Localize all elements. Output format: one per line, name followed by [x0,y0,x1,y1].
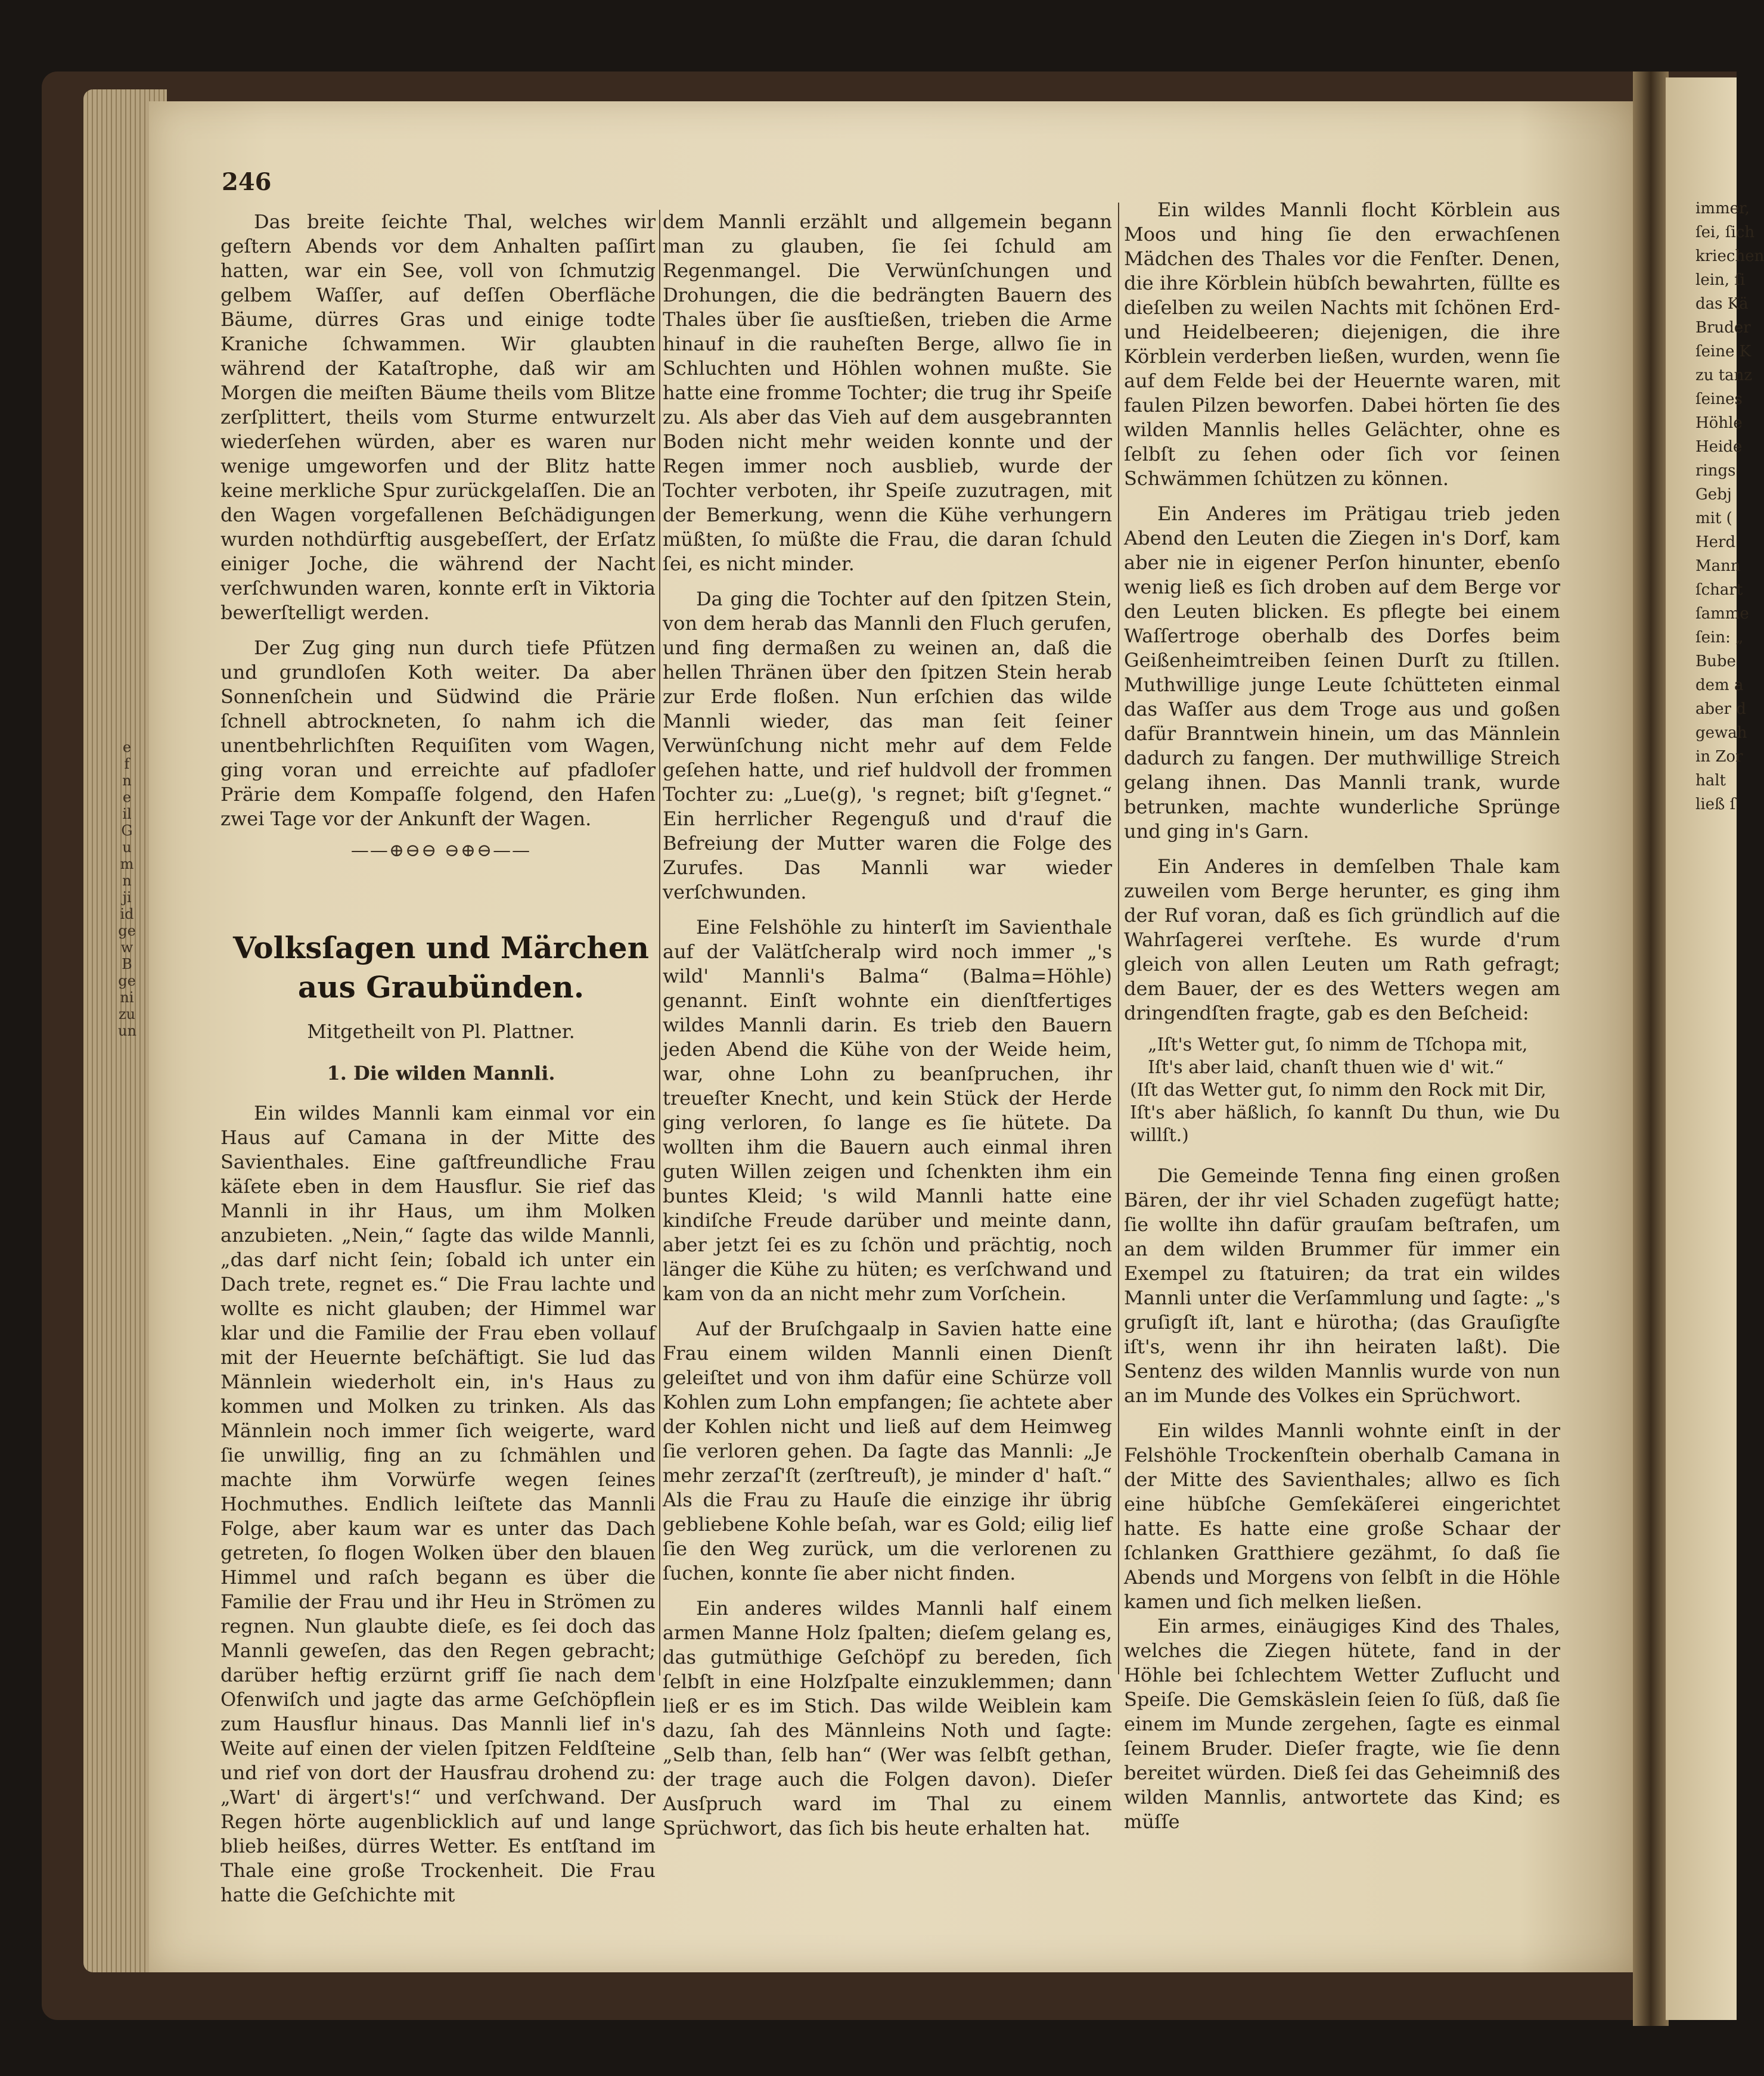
paragraph: Ein wildes Mannli flocht Körblein aus Moos und hing ſie den erwachſenen Mädchen des Thales vor die Fenſter. Denen, die ihre Körblein hübſch bewahrten, füllte es dieſelben zu weilen Nachts mit ſchönen Erd- und Heidelbeeren; diejenigen, die ihre Körblein verderben ließen, wurden, wenn ſie auf dem Felde bei der Heuernte waren, mit faulen Pilzen beworfen. Dabei hörten ſie des wilden Mannlis helles Gelächter, ohne es ſelbſt zu ſehen oder ſich vor ſeinen Schwämmen ſchützen zu können. [1124,198,1560,490]
page-number: 246 [222,168,272,196]
paragraph: Das breite ſeichte Thal, welches wir geſtern Abends vor dem Anhalten paſſirt hatten, war ein See, voll von ſchmutzig gelbem Waſſer, auf deſſen Oberfläche Bäume, dürres Gras und einige todte Kraniche ſchwammen. Wir glaubten während der Kataſtrophe, daß wir am Morgen die meiſten Bäume theils vom Blitze zerſplittert, theils vom Sturme entwurzelt wiederſehen würden, aber es waren nur wenige umgeworfen und der Blitz hatte keine merkliche Spur zurückgelaſſen. Die an den Wagen vorgefallenen Beſchädigungen wurden nothdürftig ausgebeſſert, der Erſatz einiger Joche, die während der Nacht verſchwunden waren, konnte erſt in Viktoria bewerſtelligt werden. [220,210,656,624]
next-page-fragment: ſei, ſich [1695,223,1755,241]
spine-fragments: e f n e il G u m n ji id ge w B ge ni zu un [118,739,136,1039]
next-page-fragment: lein, ſi [1695,271,1746,289]
next-page-fragment: ſeine K [1695,343,1751,360]
next-page-fragment: ließ ſ [1695,795,1736,813]
paragraph: Ein armes, einäugiges Kind des Thales, welches die Ziegen hütete, fand in der Höhle bei ſchlechtem Wetter Zuflucht und Speiſe. Die Gemskäslein ſeien ſo ſüß, daß ſie einem im Munde zergehen, ſagte es einmal ſeinem Bruder. Dieſer fragte, wie ſie denn bereitet würden. Dieß ſei das Geheimniß des wilden Mannlis, antwortete das Kind; es müſſe [1124,1615,1560,1833]
column-rule-1 [659,210,660,1676]
verse-line: „Iſt's Wetter gut, ſo nimm de Tſchopa mit, [1148,1034,1528,1055]
paragraph: Da ging die Tochter auf den ſpitzen Stein, von dem herab das Mannli den Fluch gerufen, und fing dermaßen zu weinen an, daß die hellen Thränen über den ſpitzen Stein herab zur Erde floßen. Nun erſchien das wilde Mannli wieder, das man ſeit ſeiner Verwünſchung nicht mehr auf dem Felde geſehen hatte, und rief huldvoll der frommen Tochter zu: „Lue(g), 's regnet; biſt g'ſegnet.“ Ein herrlicher Regenguß und d'rauf die Befreiung der Mutter waren die Folge des Zurufes. Das Mannli war wieder verſchwunden. [663,588,1112,903]
verse-line: (Iſt das Wetter gut, ſo nimm den Rock mit Dir, [1130,1080,1546,1101]
next-page-fragment: ſein: „ [1695,629,1744,647]
section-title: Volksſagen und Märchen aus Graubünden. [233,930,649,1005]
next-page-fragment: gewah [1695,724,1747,742]
next-page-fragment: Bube [1695,652,1736,670]
next-page-fragment: Bruder [1695,319,1751,337]
paragraph: Die Gemeinde Tenna fing einen großen Bären, der ihr viel Schaden zugefügt hatte; ſie wollte ihn dafür grauſam beſtrafen, um an dem wilden Brummer für immer ein Exempel zu ſtatuiren; da trat ein wildes Mannli unter die Verſammlung und ſagte: „'s gruſigſt iſt, lant e hürotha; (das Grauſigſte iſt's, wenn ihr ihn heiraten laßt). Die Sentenz des wilden Mannlis wurde von nun an im Munde des Volkes ein Sprüchwort. [1124,1164,1560,1407]
next-page-fragment: aber d [1695,700,1746,718]
column-2 [663,210,1112,1841]
next-page-fragment: immer, [1695,200,1750,217]
verse-line: Iſt's aber häßlich, ſo kannſt Du thun, wie Du willſt.) [1130,1102,1560,1146]
verse-line: Iſt's aber laid, chanſt thuen wie d' wit.“ [1148,1057,1504,1078]
next-page-fragment: Mann [1695,557,1741,575]
column-3 [1124,198,1560,1834]
next-page-fragment: dem a [1695,676,1744,694]
next-page-fragment: halt [1695,772,1726,790]
next-page-fragment: ſchart [1695,581,1743,599]
next-page-fragment: zu tanz [1695,366,1753,384]
column-1-top [220,210,656,831]
verse [1124,1034,1560,1147]
next-page-fragment: rings [1695,462,1736,480]
ornament-divider: ——⊕⊖⊖ ⊖⊕⊖—— [350,840,532,861]
paragraph: Ein Anderes im Prätigau trieb jeden Abend den Leuten die Ziegen in's Dorf, kam aber nie in eigener Perſon hinunter, ebenſo wenig ließ es ſich droben auf dem Berge vor den Leuten blicken. Es pflegte bei einem Waſſertroge oberhalb des Dorfes beim Geißenheimtreiben ſeinen Durſt zu ſtillen. Muthwillige junge Leute ſchütteten einmal das Waſſer aus dem Troge aus und goßen dafür Branntwein hinein, um das Männlein dadurch zu fangen. Der muthwillige Streich gelang ihnen. Das Mannli trank, wurde betrunken, machte wunderliche Sprünge und ging in's Garn. [1124,502,1560,843]
column-rule-2 [1118,203,1119,1674]
next-page-fragment: Herd [1695,533,1736,551]
next-page-fragment: Heide [1695,438,1743,456]
next-page-fragment: ſeines [1695,390,1743,408]
next-page-fragment: mit ( [1695,509,1732,527]
next-page-fragment: das Kä [1695,295,1749,313]
byline: Mitgetheilt von Pl. Plattner. [307,1020,575,1043]
paragraph: Ein wildes Mannli wohnte einſt in der Felshöhle Trockenſtein oberhalb Camana in der Mitte des Savienthales; allwo es ſich eine hübſche Gemſekäſerei eingerichtet hatte. Es hatte eine große Schaar der ſchlanken Gratthiere gezähmt, ſo daß ſie Abends und Morgens von ſelbſt in die Höhle kamen und ſich melken ließen. [1124,1419,1560,1613]
next-page-fragment: ſamme [1695,605,1749,623]
paragraph: Auf der Bruſchgaalp in Savien hatte eine Frau einem wilden Mannli einen Dienſt geleiſtet und von ihm dafür eine Schürze voll Kohlen zum Lohn empfangen; ſie achtete aber der Kohlen nicht und ließ auf dem Heimweg ſie verloren gehen. Da ſagte das Mannli: „Je mehr zerzaſ'ſt (zerſtreuſt), je minder d' haſt.“ Als die Frau zu Hauſe die einzige ihr übrig gebliebene Kohle beſah, war es Gold; eilig lief ſie den Weg zurück, um die verlorenen zu ſuchen, konnte ſie aber nicht finden. [663,1317,1112,1584]
paragraph: Der Zug ging nun durch tiefe Pfützen und grundloſen Koth weiter. Da aber Sonnenſchein und Südwind die Prärie ſchnell abtrockneten, ſo nahm ich die unentbehrlichſten Requiſiten vom Wagen, ging voran und erreichte auf pfadloſer Prärie dem Kompaſſe folgend, den Hafen zwei Tage vor der Ankunft der Wagen. [220,636,656,830]
next-page-fragment: in Zor [1695,748,1743,766]
gutter [1633,72,1669,2026]
next-page-fragment: Höhle [1695,414,1743,432]
next-page-fragment: kriechen [1695,247,1764,265]
next-page-fragment: Gebj [1695,486,1732,504]
column-1-bottom [220,1101,656,1907]
next-page-fragments [1695,197,1764,816]
paragraph: Ein wildes Mannli kam einmal vor ein Haus auf Camana in der Mitte des Savienthales. Eine gaſtfreundliche Frau käſete eben in dem Hausflur. Sie rief das Mannli in ihr Haus, um ihm Molken anzubieten. „Nein,“ ſagte das wilde Mannli, „das darf nicht ſein; ſobald ich unter ein Dach trete, regnet es.“ Die Frau lachte und wollte es nicht glauben; der Himmel war klar und die Familie der Frau eben vollauf mit der Heuernte beſchäftigt. Sie lud das Männlein wiederholt ein, in's Haus zu kommen und Molken zu trinken. Als das Männlein noch immer ſich weigerte, ward ſie unwillig, fing an zu ſchmählen und machte ihm Vorwürfe wegen ſeines Hochmuthes. Endlich leiſtete das Mannli Folge, aber kaum war es unter das Dach getreten, ſo flogen Wolken über den blauen Himmel und raſch begann es über die Familie der Frau und ihr Heu in Strömen zu regnen. Nun glaubte dieſe, es ſei doch das Mannli geweſen, das den Regen gebracht; darüber heftig erzürnt griff ſie nach dem Ofenwiſch und jagte das arme Geſchöpflein zum Hausflur hinaus. Das Mannli lief in's Weite auf einen der vielen ſpitzen Feldſteine und rief von dort der Hausfrau drohend zu: „Wart' di ärgert's!“ und verſchwand. Der Regen hörte augenblicklich auf und lange blieb heißes, dürres Wetter. Es entſtand im Thale eine große Trockenheit. Die Frau hatte die Geſchichte mit [220,1102,656,1906]
paragraph: Ein anderes wildes Mannli half einem armen Manne Holz ſpalten; dieſem gelang es, das gutmüthige Geſchöpf zu bereden, ſich ſelbſt in eine Holzſpalte einzuklemmen; dann ließ er es im Stich. Das wilde Weiblein kam dazu, ſah des Männleins Noth und ſagte: „Selb than, ſelb han“ (Wer was ſelbſt gethan, der trage auch die Folgen davon). Dieſer Ausſpruch ward im Thal zu einem Sprüchwort, das ſich bis heute erhalten hat. [663,1597,1112,1839]
paragraph: Eine Felshöhle zu hinterſt im Savienthale auf der Valätſcheralp wird noch immer „'s wild' Mannli's Balma“ (Balma=Höhle) genannt. Einſt wohnte ein dienſtfertiges wildes Mannli darin. Es trieb den Bauern jeden Abend die Kühe von der Weide heim, war, ohne Lohn zu beanſpruchen, ihr treueſter Knecht, und kein Stück der Herde ging verloren, ſo lange es ſie hütete. Da wollten ihm die Bauern auch einmal ihren guten Willen zeigen und ſchenkten ihm ein buntes Kleid; 's wild Mannli hatte eine kindiſche Freude darüber und meinte dann, aber jetzt ſei es zu ſchön und prächtig, noch länger die Kühe zu hüten; es verſchwand und kam von da an nicht mehr zum Vorſchein. [663,916,1112,1305]
paragraph: dem Mannli erzählt und allgemein begann man zu glauben, ſie ſei ſchuld am Regenmangel. Die Verwünſchungen und Drohungen, die die bedrängten Bauern des Thales über ſie ausſtießen, trieben die Arme hinauf in die rauheſten Berge, allwo ſie in Schluchten und Höhlen wohnen mußte. Sie hatte eine fromme Tochter; die trug ihr Speiſe zu. Als aber das Vieh auf dem ausgebrannten Boden nicht mehr weiden konnte und der Regen immer noch ausblieb, wurde der Tochter verboten, ihr Speiſe zuzutragen, mit der Bemerkung, wenn die Kühe verhungern müßten, ſo müßte die Frau, die daran ſchuld ſei, es nicht minder. [663,210,1112,575]
paragraph: Ein Anderes in demſelben Thale kam zuweilen vom Berge herunter, es ging ihm der Ruf voran, daß es ſich gründlich auf die Wahrſagerei verſtehe. Es wurde d'rum gleich von allen Leuten um Rath gefragt; dem Bauer, der es des Wetters wegen am dringendſten fragte, gab es den Beſcheid: [1124,855,1560,1024]
subheading: 1. Die wilden Mannli. [327,1062,555,1084]
